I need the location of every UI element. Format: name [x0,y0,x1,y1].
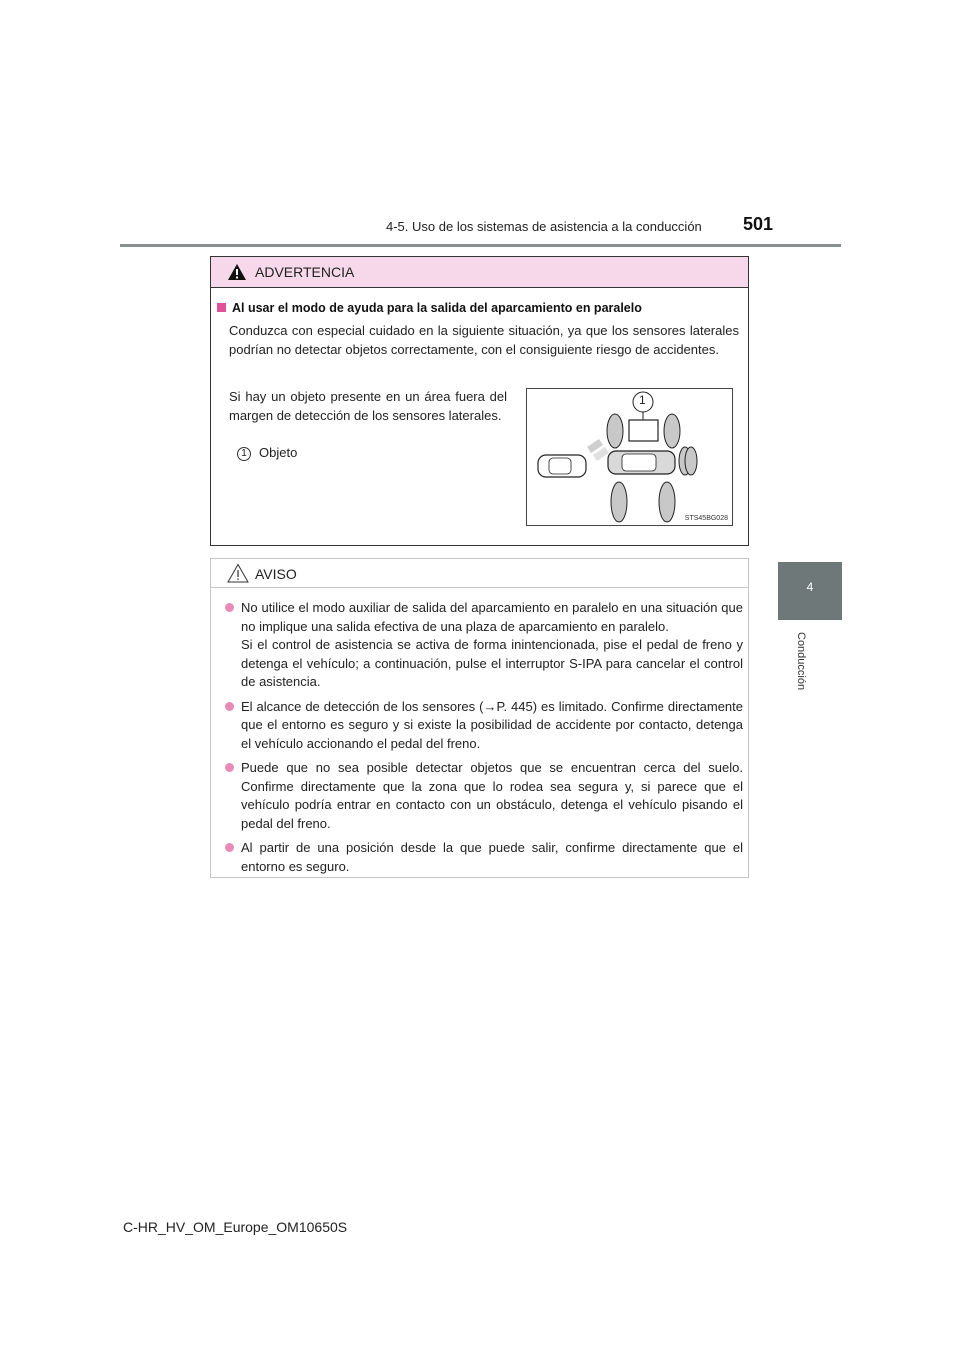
diagram-callout-number: 1 [639,393,646,407]
parking-diagram-illustration [527,389,732,525]
chapter-label: Conducción [795,632,807,691]
caution-triangle-icon [227,563,249,588]
warning-triangle-icon [227,263,247,286]
warning-heading [217,301,642,315]
warning-title: ADVERTENCIA [255,264,355,280]
warning-diagram-text: Si hay un objeto presente en un área fuera del margen de detección de los sensores laterales. [229,389,507,423]
warning-heading-text: Al usar el modo de ayuda para la salida del aparcamiento en paralelo [232,301,642,315]
notice-header [211,559,748,588]
parking-diagram [526,388,733,526]
document-code: C-HR_HV_OM_Europe_OM10650S [123,1219,348,1235]
square-bullet-icon [217,303,226,312]
chapter-tab [778,562,842,620]
header-divider [120,244,841,247]
notice-item: Al partir de una posición desde la que puede salir, confirme directamente que el entorno es seguro. [225,839,743,876]
notice-item: El alcance de detección de los sensores (→P. 445) es limitado. Confirme directamente que el entorno es seguro y si existe la posibilidad de accidente por contacto, detenga el vehículo accionando el pedal del freno. [225,698,743,754]
notice-title: AVISO [255,566,297,582]
page-number: 501 [743,214,774,234]
warning-box [210,256,749,546]
notice-list [225,599,743,882]
warning-header [211,257,748,288]
diagram-code: STS45BG028 [684,515,728,522]
warning-paragraph: Conduzca con especial cuidado en la siguiente situación, ya que los sensores laterales podrían no detectar objetos correctamente, con el consiguiente riesgo de accidentes. [229,323,739,357]
chapter-number: 4 [806,580,814,594]
notice-item: No utilice el modo auxiliar de salida del aparcamiento en paralelo en una situación que no implique una salida efectiva de una plaza de aparcamiento en paralelo. Si el control de asistencia se activa de forma inintencionada, pise el pedal de freno y detenga el vehículo; a continuación, pulse el interruptor S-IPA para cancelar el control de asistencia. [225,599,743,692]
legend-number: 1 [237,447,251,461]
header-section-title: 4-5. Uso de los sistemas de asistencia a la conducción [386,219,702,234]
legend-label: Objeto [259,445,298,460]
notice-box [210,558,749,878]
diagram-legend [237,445,297,461]
notice-item: Puede que no sea posible detectar objetos que se encuentran cerca del suelo. Confirme directamente que la zona que lo rodea sea segura y, si parece que el vehículo podría entrar en contacto con un obstáculo, detenga el vehículo pisando el pedal del freno. [225,759,743,833]
